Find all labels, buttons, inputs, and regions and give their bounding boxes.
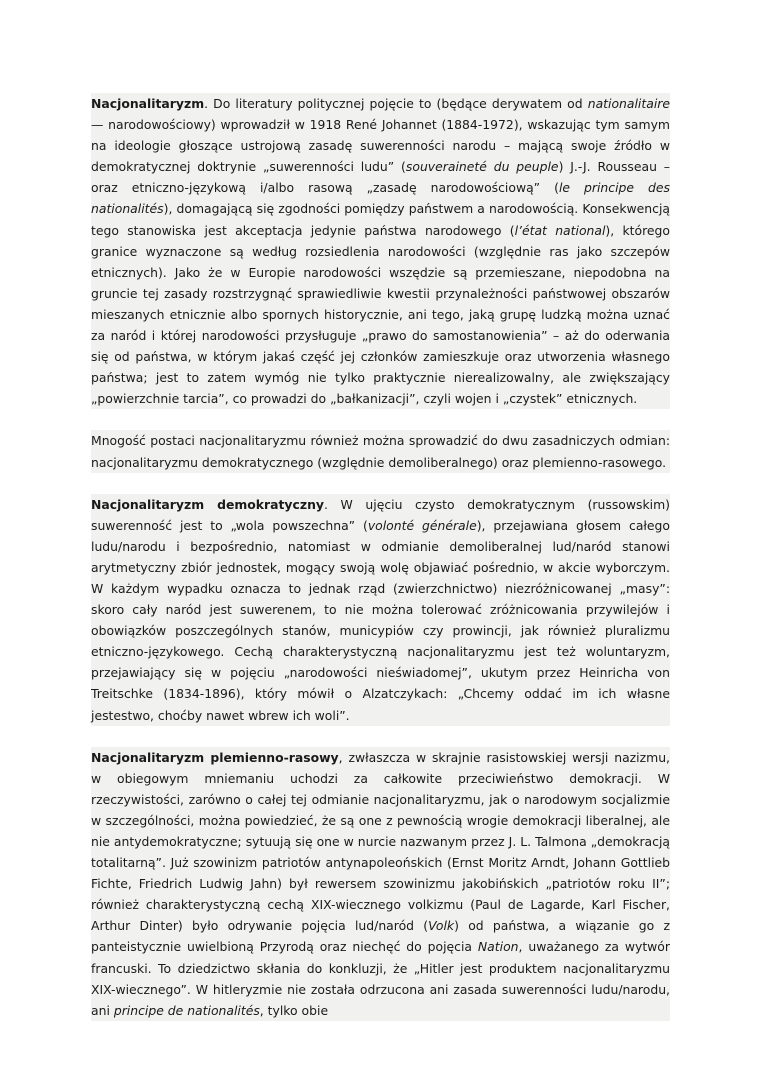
text-run: . W ujęciu czysto demokratycznym (russowskim) suwerenność jest to „wola powszechna” ( [91,496,670,533]
italic-term: principe de nationalités [113,1002,260,1018]
text-run: — narodowościowy) wprowadził w 1918 René Johannet (1884-1972), wskazując tym samym na ideologie głoszące ustrojową zasadę suwerenności narodu – mającą swoje źródło w demokratycznej doktrynie „suwerenności ludu” ( [91,117,670,175]
bold-term: Nacjonalitaryzm [91,96,205,111]
italic-term: souveraineté du peuple [405,159,559,175]
text-run: ) J.-J. Rousseau – oraz etniczno-językową i/albo rasową „zasadę narodowościową” ( [91,159,670,196]
text-run: ), przejawiana głosem całego ludu/narodu i bezpośrednio, natomiast w odmianie demoliberalnej lud/naród stanowi arytmetyczny zbiór jednostek, mogący swoją wolę objawiać pośrednio, w akcie wyborczym. W każdym wypadku oznacza to jednak rząd (zwierzchnictwo) niezróżnicowanej „masy”: skoro cały naród jest suwerenem, to nie można tolerować zróżnicowania przywilejów i obowiązków poszczególnych stanów, municypiów czy prowincji, jak również pluralizmu etniczno-językowego. Cechą charakterystyczną nacjonalitaryzmu jest też woluntaryzm, przejawiający się w pojęciu „narodowości nieświadomej”, ukutym przez Heinricha von Treitschke (1834-1896), który mówił o Alzatczykach: „Chcemy oddać im ich własne jestestwo, choćby nawet wbrew ich woli”. [91,517,670,723]
text-run: Mnogość postaci nacjonalitaryzmu również można sprowadzić do dwu zasadniczych odmian: nacjonalitaryzmu demokratycznego (względnie demoliberalnego) oraz plemienno-rasowego. [91,433,670,470]
text-run: , zwłaszcza w skrajnie rasistowskiej wersji nazizmu, w obiegowym mniemaniu uchodzi za całkowite przeciwieństwo demokracji. W rzeczywistości, zarówno o całej tej odmianie nacjonalitaryzmu, jak o narodowym socjalizmie w szczególności, można powiedzieć, że są one z pewnością wrogie demokracji liberalnej, ale nie antydemokratyczne; sytuują się one w nurcie nazwanym przez J. L. Talmona „demokracją totalitarną”. Już szowinizm patriotów antynapoleońskich (Ernst Moritz Arndt, Johann Gottlieb Fichte, Friedrich Ludwig Jahn) był rewersem szowinizmu jakobińskich „patriotów roku II”; również charakterystyczną cechą XIX-wiecznego volkizmu (Paul de Lagarde, Karl Fischer, Arthur Dinter) było odrywanie pojęcia lud/naród ( [91,749,670,934]
text-run: , uważanego za wytwór francuski. To dziedzictwo skłania do konkluzji, że „Hitler jest produktem nacjonalitaryzmu XIX-wiecznego”. W hitleryzmie nie została odrzucona ani zasada suwerenności ludu/narodu, ani [91,939,670,1018]
paragraph-tribal [91,747,670,1021]
italic-term: Nation [477,939,519,955]
text-run: , tylko obie [259,1002,329,1018]
italic-term: le principe des nationalités [91,180,670,217]
bold-term: Nacjonalitaryzm plemienno-rasowy [91,749,339,765]
text-run: ), domagającą się zgodności pomiędzy państwem a narodowością. Konsekwencją tego stanowiska jest akceptacja jedynie państwa narodowego ( [91,201,670,238]
text-run: ) od państwa, a wiązanie go z panteistycznie uwielbioną Przyrodą oraz niechęć do pojęcia [91,918,670,955]
text-run: . Do literatury politycznej pojęcie to (będące derywatem od [204,96,588,111]
italic-term: volonté générale [367,517,477,533]
italic-term: Volk [428,918,455,934]
text-run: ), którego granice wyznaczone są według rozsiedlenia narodowości (względnie ras jako szczepów etnicznych). Jako że w Europie narodowości wszędzie są przemieszane, niepodobna na gruncie tej zasady rozstrzygnąć sprawiedliwie kwestii przynależności państwowej obszarów mieszanych etnicznie albo spornych historycznie, ani tego, jaką grupę ludzką można uznać za naród i której narodowości przysługuje „prawo do samostanowienia” – aż do oderwania się od państwa, w którym jakaś część jej członków zamieszkuje oraz utworzenia własnego państwa; jest to zatem wymóg nie tylko praktycznie nierealizowalny, ale zwiększający „powierzchnie tarcia”, co prowadzi do „bałkanizacji”, czyli wojen i „czystek” etnicznych. [91,222,671,407]
italic-term: nationalitaire [587,96,670,111]
paragraph-intro [91,93,670,409]
bold-term: Nacjonalitaryzm demokratyczny [91,496,324,512]
paragraph-democratic [91,494,670,726]
paragraph-varieties [91,430,670,472]
italic-term: l’état national [514,222,606,238]
document-body [91,93,670,1021]
